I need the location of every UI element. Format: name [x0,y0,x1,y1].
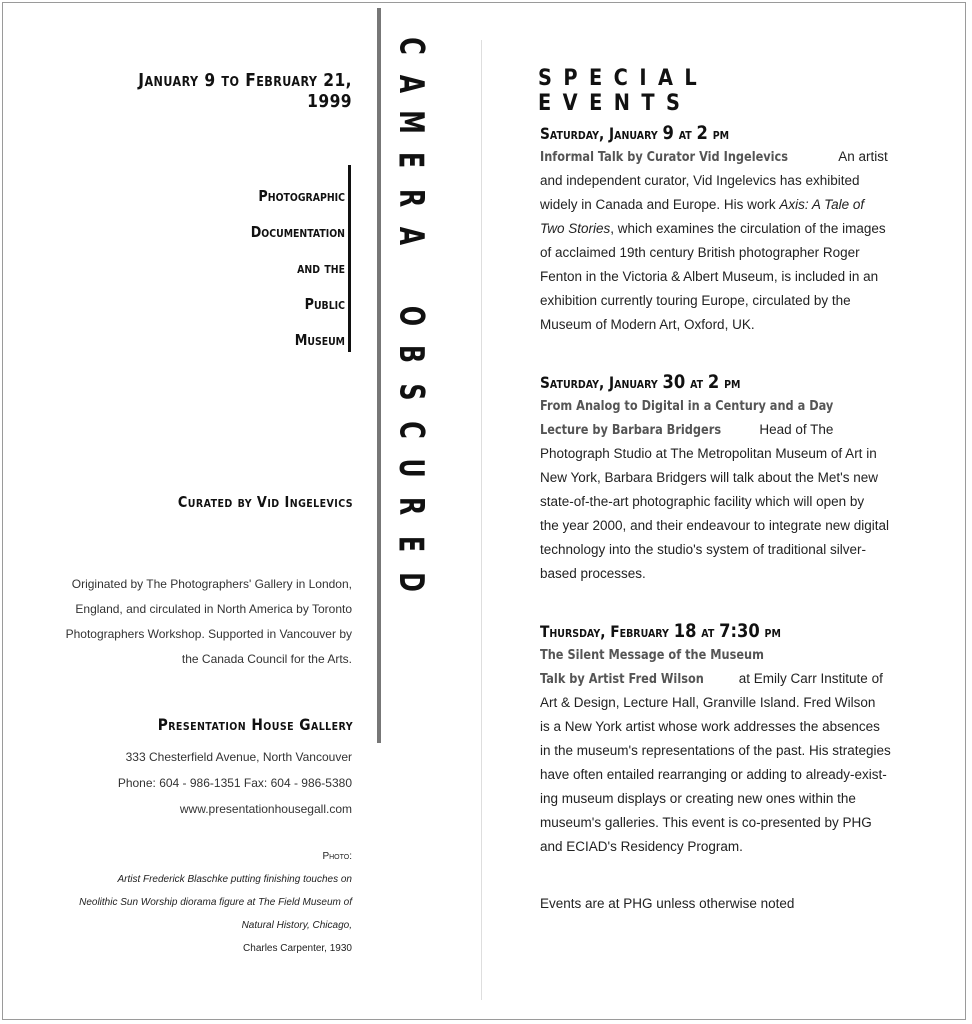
event-description: Informal Talk by Curator Vid Ingelevics An artist and independent curator, Vid Ingelevics has exhibited widely in Canada and Europe. His work Axis: A Tale of Two Stories, which examines the circulation of the images of acclaimed 19th century British photographer Roger Fenton in the Victoria & Albert Museum, is included in an exhibition currently touring Europe, circulated by the Museum of Modern Art, Oxford, UK. [540,145,900,337]
title-letter: M [391,110,431,134]
title-letter: C [390,421,431,439]
subtitle-line: Public [304,295,345,313]
title-letter: O [391,305,431,327]
event-1 [540,121,900,337]
title-letter: R [391,496,431,516]
photo-label: Photo: [322,851,352,862]
origin-credits [60,572,352,672]
photo-caption-1: Artist Frederick Blaschke putting finishing touches on [117,874,352,885]
gallery-phone: Phone: 604 - 986-1351 Fax: 604 - 986-5380 [117,776,352,790]
title-letter: C [390,37,431,55]
subtitle-line: Documentation [250,223,345,241]
photo-credit [60,845,352,960]
special-events-heading: SPECIAL EVENTS [538,66,709,116]
event-title: From Analog to Digital in a Century and a Day [540,398,834,414]
origin-line: the Canada Council for the Arts. [181,652,352,666]
photographer: Charles Carpenter, 1930 [243,943,352,954]
title-letter: A [390,74,431,94]
photo-credit-line [60,891,352,914]
title-letter: E [390,151,431,169]
event-date: Thursday, February 18 at 7:30 pm [540,620,781,642]
title-letter: R [391,188,431,208]
fold-line [481,40,482,1000]
exhibition-subtitle [179,178,345,358]
gallery-name: Presentation House Gallery [157,715,353,734]
title-bar [377,8,381,743]
title-letter: A [390,226,431,246]
curator-credit: Curated by Vid Ingelevics [177,493,353,511]
event-date: Saturday, January 30 at 2 pm [540,371,741,393]
gallery-address: 333 Chesterfield Avenue, North Vancouver [125,750,352,764]
exhibition-dates: January 9 to February 21, 1999 [138,70,352,112]
event-subtitle: Lecture by Barbara Bridgers [540,422,722,438]
photo-credit-line [60,845,352,891]
event-2 [540,370,900,586]
subtitle-line: and the [297,259,345,277]
origin-line: Photographers Workshop. Supported in Vancouver by [65,627,352,641]
event-3 [540,619,900,859]
photo-caption-2: Neolithic Sun Worship diorama figure at The Field Museum of [79,897,352,908]
event-description: From Analog to Digital in a Century and a Day Lecture by Barbara Bridgers Head of The Photograph Studio at The Metropolitan Museum of Art in New York, Barbara Bridgers will talk about the Met's new state-of-the-art photographic facility which will open by the year 2000, and their endeavour to integrate new digital technology into the studio's system of traditional silver- based processes. [540,394,900,586]
gallery-contact [80,744,352,822]
photo-credit-line [60,914,352,960]
title-letter: E [390,535,431,553]
event-subtitle: Talk by Artist Fred Wilson [540,671,704,687]
title-letter: B [390,344,431,364]
event-title: Informal Talk by Curator Vid Ingelevics [540,149,789,165]
title-letter: D [390,572,431,592]
gallery-website[interactable]: www.presentationhousegall.com [179,802,352,816]
photo-caption-3: Natural History, Chicago, [241,920,352,931]
title-letter: S [391,383,431,401]
event-date: Saturday, January 9 at 2 pm [540,122,730,144]
origin-line: Originated by The Photographers' Gallery in London, [71,577,352,591]
title-letter: U [390,458,431,478]
events-note: Events are at PHG unless otherwise noted [540,896,795,911]
subtitle-rule [348,165,351,352]
vertical-title [386,27,436,601]
event-title: The Silent Message of the Museum [540,647,764,663]
subtitle-line: Photographic [258,187,345,205]
event-description: The Silent Message of the Museum Talk by Artist Fred Wilson at Emily Carr Institute of Art & Design, Lecture Hall, Granville Island. Fred Wilson is a New York artist whose work addresses the absences in the museum's representations of the past. His strategies have often entailed rearranging or adding to already-exist- ing museum displays or creating new ones within the museum's galleries. This event is co-presented by PHG and ECIAD's Residency Program. [540,643,900,859]
origin-line: England, and circulated in North America by Toronto [75,602,352,616]
subtitle-line: Museum [294,331,345,349]
